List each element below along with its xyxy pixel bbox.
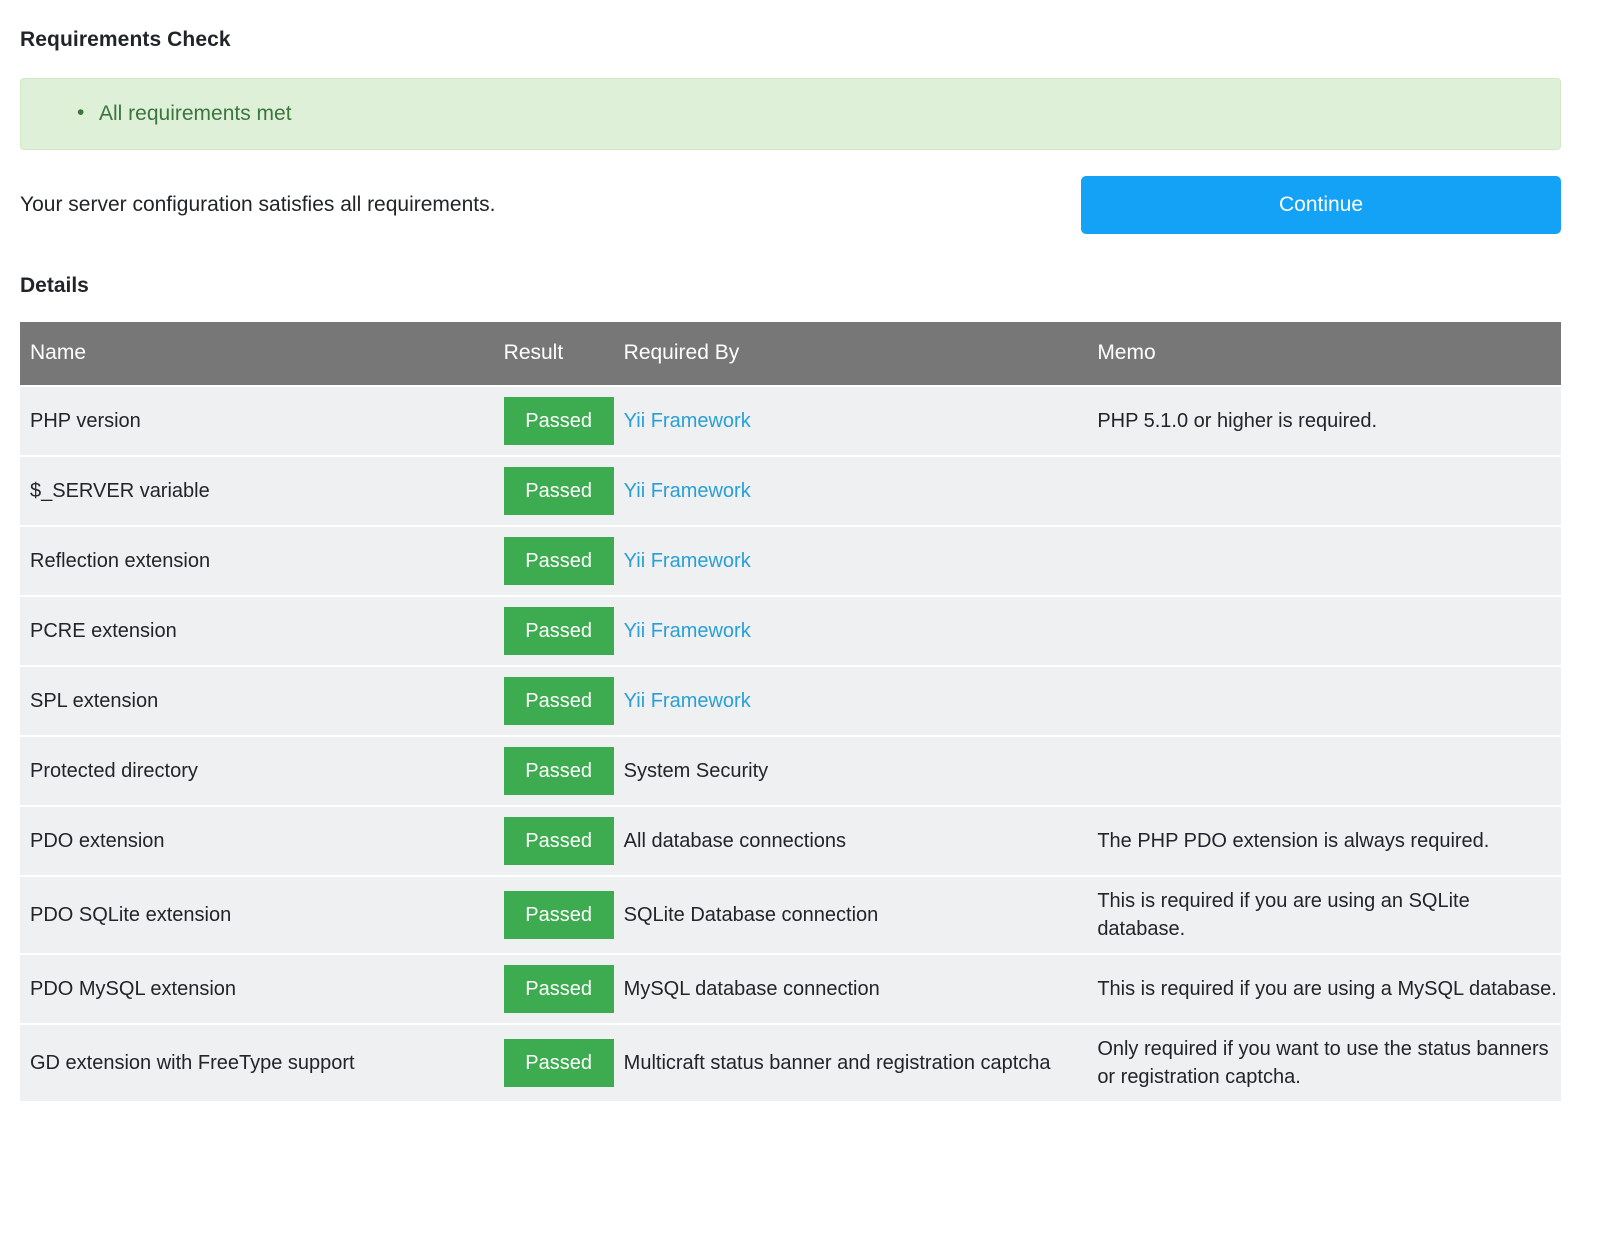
status-badge: Passed [504, 397, 614, 445]
cell-result [494, 386, 614, 456]
cell-name: PDO SQLite extension [20, 876, 494, 954]
status-badge: Passed [504, 1039, 614, 1087]
table-row [20, 736, 1561, 806]
cell-name: $_SERVER variable [20, 456, 494, 526]
cell-required-by [614, 456, 1088, 526]
cell-memo: Only required if you want to use the status banners or registration captcha. [1087, 1024, 1561, 1102]
cell-required-by: MySQL database connection [614, 954, 1088, 1024]
requirements-alert-item: • All requirements met [99, 101, 1560, 127]
cell-required-by [614, 596, 1088, 666]
cell-memo [1087, 666, 1561, 736]
table-row [20, 596, 1561, 666]
continue-button[interactable]: Continue [1081, 176, 1561, 234]
table-row [20, 1024, 1561, 1102]
status-badge: Passed [504, 817, 614, 865]
table-row [20, 954, 1561, 1024]
table-row [20, 386, 1561, 456]
requirements-alert [20, 78, 1561, 150]
requirements-table [20, 322, 1561, 1103]
cell-name: PCRE extension [20, 596, 494, 666]
cell-result [494, 526, 614, 596]
cell-result [494, 456, 614, 526]
table-body [20, 386, 1561, 1102]
cell-name: SPL extension [20, 666, 494, 736]
table-header [20, 322, 1561, 386]
status-badge: Passed [504, 467, 614, 515]
status-badge: Passed [504, 891, 614, 939]
summary-row [20, 176, 1561, 234]
cell-name: PDO extension [20, 806, 494, 876]
cell-name: GD extension with FreeType support [20, 1024, 494, 1102]
required-by-link[interactable]: Yii Framework [623, 550, 751, 572]
cell-result [494, 806, 614, 876]
column-header-memo: Memo [1087, 322, 1561, 386]
cell-required-by: System Security [614, 736, 1088, 806]
page-title: Requirements Check [20, 28, 231, 51]
requirements-alert-list [21, 101, 1560, 127]
column-header-result: Result [494, 322, 614, 386]
details-title: Details [20, 274, 89, 297]
cell-required-by: Multicraft status banner and registration captcha [614, 1024, 1088, 1102]
cell-name: PDO MySQL extension [20, 954, 494, 1024]
cell-memo: This is required if you are using an SQLite database. [1087, 876, 1561, 954]
cell-required-by: SQLite Database connection [614, 876, 1088, 954]
cell-memo [1087, 736, 1561, 806]
table-header-row [20, 322, 1561, 386]
status-badge: Passed [504, 747, 614, 795]
required-by-link[interactable]: Yii Framework [623, 410, 751, 432]
cell-result [494, 954, 614, 1024]
column-header-required-by: Required By [614, 322, 1088, 386]
cell-required-by: All database connections [614, 806, 1088, 876]
column-header-name: Name [20, 322, 494, 386]
table-row [20, 456, 1561, 526]
cell-name: Reflection extension [20, 526, 494, 596]
cell-required-by [614, 666, 1088, 736]
cell-memo [1087, 596, 1561, 666]
cell-result [494, 666, 614, 736]
cell-memo: PHP 5.1.0 or higher is required. [1087, 386, 1561, 456]
cell-memo: The PHP PDO extension is always required. [1087, 806, 1561, 876]
table-row [20, 876, 1561, 954]
table-row [20, 666, 1561, 736]
required-by-link[interactable]: Yii Framework [623, 620, 751, 642]
cell-memo: This is required if you are using a MySQL database. [1087, 954, 1561, 1024]
cell-name: Protected directory [20, 736, 494, 806]
table-row [20, 806, 1561, 876]
cell-result [494, 1024, 614, 1102]
cell-result [494, 596, 614, 666]
cell-required-by [614, 526, 1088, 596]
cell-result [494, 876, 614, 954]
required-by-link[interactable]: Yii Framework [623, 480, 751, 502]
required-by-link[interactable]: Yii Framework [623, 690, 751, 712]
cell-memo [1087, 526, 1561, 596]
status-badge: Passed [504, 537, 614, 585]
status-badge: Passed [504, 607, 614, 655]
status-badge: Passed [504, 965, 614, 1013]
table-row [20, 526, 1561, 596]
status-badge: Passed [504, 677, 614, 725]
cell-required-by [614, 386, 1088, 456]
cell-name: PHP version [20, 386, 494, 456]
summary-text: Your server configuration satisfies all requirements. [20, 193, 496, 216]
cell-result [494, 736, 614, 806]
cell-memo [1087, 456, 1561, 526]
